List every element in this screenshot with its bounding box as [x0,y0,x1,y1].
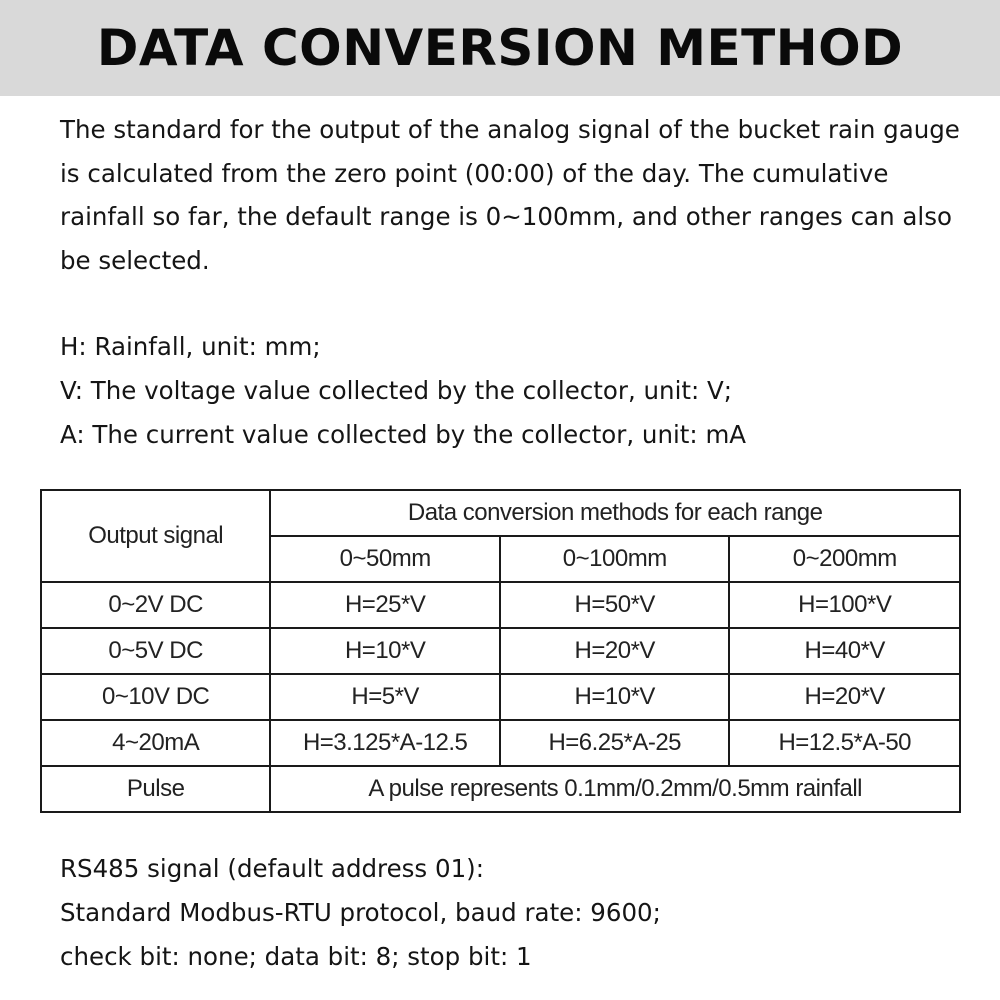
rs485-line: check bit: none; data bit: 8; stop bit: 1 [60,942,532,971]
formula-cell: H=100*V [729,582,960,628]
signal-cell: Pulse [41,766,270,812]
page-title: DATA CONVERSION METHOD [96,19,904,77]
formula-cell: H=10*V [500,674,729,720]
formula-cell: H=6.25*A-25 [500,720,729,766]
table-row [41,674,960,720]
formula-cell: H=20*V [729,674,960,720]
range-header-200mm: 0~200mm [729,536,960,582]
definition-h: H: Rainfall, unit: mm; [60,332,321,361]
signal-cell: 0~10V DC [41,674,270,720]
formula-cell: H=25*V [270,582,500,628]
table-row [41,720,960,766]
rs485-line: RS485 signal (default address 01): [60,854,484,883]
table-row [41,582,960,628]
table-row-pulse [41,766,960,812]
definition-a: A: The current value collected by the collector, unit: mA [60,420,747,449]
signal-cell: 0~5V DC [41,628,270,674]
header-banner [0,0,1000,96]
rs485-line: Standard Modbus-RTU protocol, baud rate: 9600; [60,898,661,927]
formula-cell: H=12.5*A-50 [729,720,960,766]
formula-cell: H=50*V [500,582,729,628]
conversion-table [40,489,961,813]
formula-cell: H=20*V [500,628,729,674]
variable-definitions [60,325,965,457]
formula-cell: H=5*V [270,674,500,720]
rs485-section [60,847,965,979]
signal-cell: 4~20mA [41,720,270,766]
formula-cell: H=10*V [270,628,500,674]
formula-cell: H=3.125*A-12.5 [270,720,500,766]
range-header-100mm: 0~100mm [500,536,729,582]
pulse-description-cell: A pulse represents 0.1mm/0.2mm/0.5mm rainfall [270,766,960,812]
formula-cell: H=40*V [729,628,960,674]
definition-v: V: The voltage value collected by the collector, unit: V; [60,376,733,405]
range-header-50mm: 0~50mm [270,536,500,582]
table-row [41,628,960,674]
output-signal-header: Output signal [41,490,270,582]
signal-cell: 0~2V DC [41,582,270,628]
intro-paragraph: The standard for the output of the analog signal of the bucket rain gauge is calculated from the zero point (00:00) of the day. The cumulative rainfall so far, the default range is 0~100mm, and other ranges can also be selected. [60,115,960,275]
conversion-methods-header: Data conversion methods for each range [270,490,960,536]
table-header-row [41,490,960,536]
